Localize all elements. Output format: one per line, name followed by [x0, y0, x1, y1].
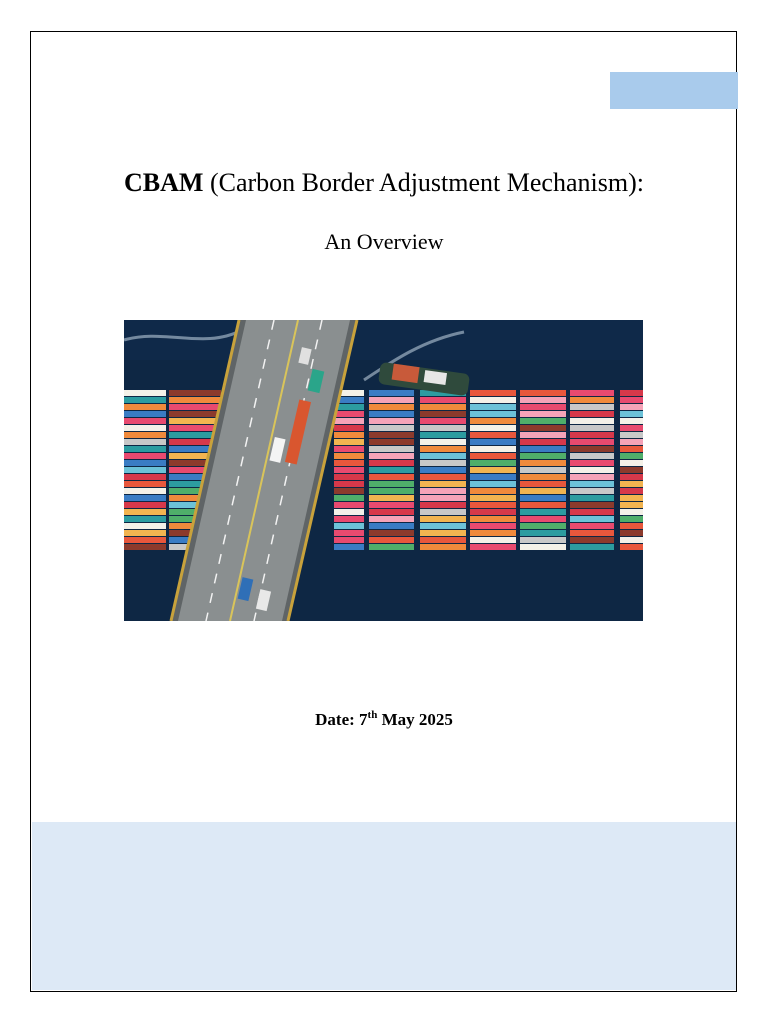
container-ship-bridge-illustration [124, 320, 643, 621]
title-acronym: CBAM [124, 168, 204, 197]
corner-accent-tab [610, 72, 738, 109]
title-expansion: (Carbon Border Adjustment Mechanism): [203, 168, 644, 197]
date-label: Date: 7 [315, 710, 368, 729]
document-title [0, 168, 768, 198]
footer-band [32, 822, 736, 990]
document-subtitle: An Overview [324, 229, 444, 254]
cover-photo [124, 320, 643, 621]
date-ordinal-suffix: th [367, 709, 378, 721]
document-date [0, 710, 768, 730]
date-month-year: May 2025 [377, 710, 453, 729]
